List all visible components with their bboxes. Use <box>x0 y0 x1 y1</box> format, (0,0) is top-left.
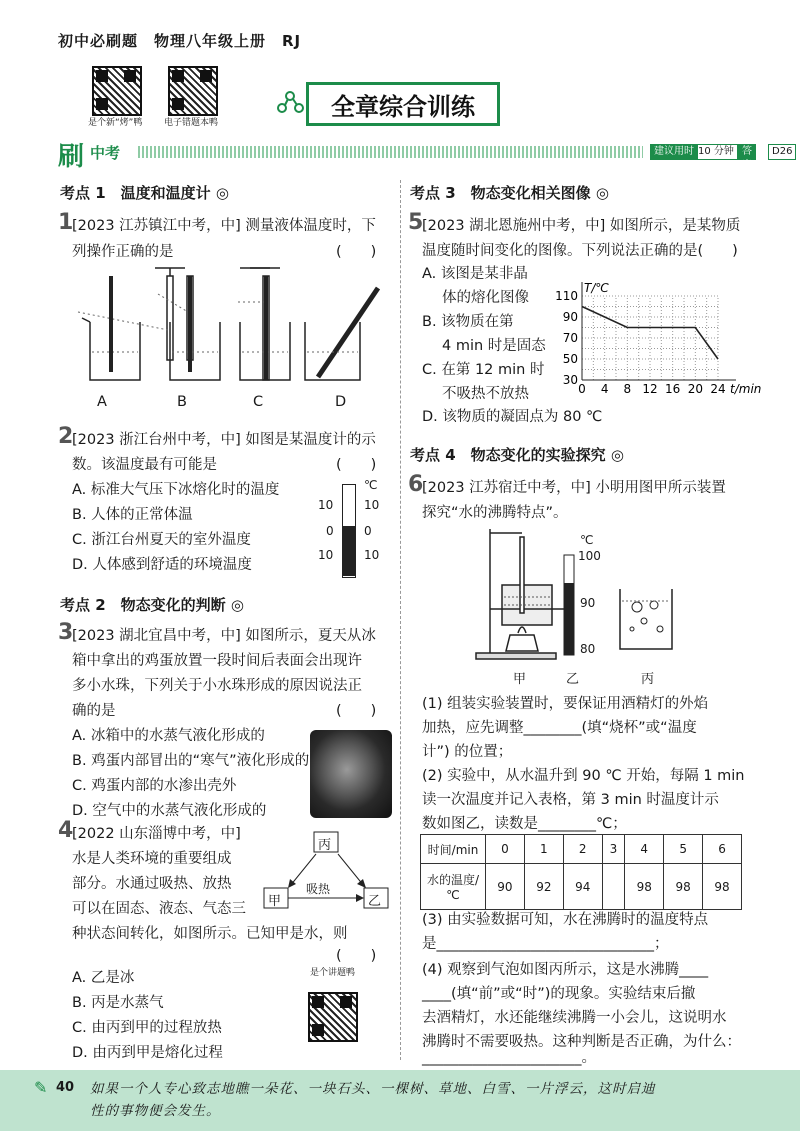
q6-part2: 读一次温度并记入表格，第 3 min 时温度计示 <box>422 792 719 808</box>
q1-option-label: D <box>335 394 347 410</box>
table-cell: 90 <box>486 864 525 910</box>
q6-part3[interactable]: 是______________________________； <box>422 936 669 952</box>
q5-stem: 温度随时间变化的图像。下列说法正确的是( ) <box>422 243 738 259</box>
q3-stem: 箱中拿出的鸡蛋放置一段时间后表面会出现许 <box>72 653 362 669</box>
table-header: 水的温度/℃ <box>421 864 486 910</box>
q4-stem: 种状态间转化，如图所示。已知甲是水，则 <box>72 926 348 942</box>
qr-code[interactable] <box>92 66 142 116</box>
q4-option: C. 由丙到甲的过程放热 <box>72 1020 222 1036</box>
q1-stem: [2023 江苏镇江中考，中] 测量液体温度时，下 <box>72 218 376 234</box>
q6-number: 6 <box>408 472 424 497</box>
x-tick-label: 20 <box>687 382 703 396</box>
q4-stem: [2022 山东淄博中考，中] <box>72 826 241 842</box>
q2-option: C. 浙江台州夏天的室外温度 <box>72 532 251 548</box>
table-cell: 2 <box>563 835 602 864</box>
kaodian-3-heading: 考点 3 物态变化相关图像 ◎ <box>410 184 609 202</box>
pen-icon: ✎ <box>34 1078 48 1097</box>
q3-option: D. 空气中的水蒸气液化形成的 <box>72 803 267 819</box>
egg-photo <box>310 730 392 818</box>
q5-option: D. 该物质的凝固点为 80 ℃ <box>422 409 603 425</box>
q2-option: A. 标准大气压下冰熔化时的温度 <box>72 482 280 498</box>
qr-code[interactable] <box>168 66 218 116</box>
y-tick-label: 110 <box>555 289 578 303</box>
y-axis-label: T/℃ <box>584 281 609 295</box>
target-icon: ◎ <box>230 596 244 614</box>
table-cell: 98 <box>625 864 664 910</box>
diagram-jia: 甲 <box>268 894 282 909</box>
q3-option: C. 鸡蛋内部的水渗出壳外 <box>72 778 237 794</box>
answer-label: 答案 <box>738 144 756 160</box>
answer-paren: ( ) <box>336 948 377 964</box>
target-icon: ◎ <box>595 184 609 202</box>
table-row <box>421 864 742 910</box>
diagram-arrow-label: 吸热 <box>306 882 331 896</box>
q4-option: A. 乙是冰 <box>72 970 135 986</box>
table-cell: 6 <box>703 835 742 864</box>
q1-thermometer-figure <box>60 262 380 386</box>
q6-part4[interactable]: (4) 观察到气泡如图丙所示，这是水沸腾____ <box>422 962 709 978</box>
fig-label-jia: 甲 <box>513 672 527 687</box>
q5-temperature-chart <box>546 268 762 396</box>
x-tick-label: 8 <box>623 382 632 396</box>
q2-option: D. 人体感到舒适的环境温度 <box>72 557 252 573</box>
x-axis-label: t/min <box>730 382 762 396</box>
chapter-title: 全章综合训练 <box>306 82 500 126</box>
time-value: 10 分钟 <box>694 144 738 160</box>
table-cell[interactable] <box>602 864 625 910</box>
x-tick-label: 4 <box>600 382 609 396</box>
kaodian-1-heading: 考点 1 温度和温度计 ◎ <box>60 184 229 202</box>
banner-shua: 刷 <box>58 142 85 172</box>
x-tick-label: 12 <box>642 382 658 396</box>
q6-data-table <box>420 834 742 910</box>
table-cell: 0 <box>486 835 525 864</box>
table-cell: 98 <box>664 864 703 910</box>
qr-caption: 是个新“烤”鸭 <box>88 118 143 128</box>
q4-stem: 部分。水通过吸热、放热 <box>72 876 232 892</box>
q6-part2[interactable]: 数如图乙，读数是________℃； <box>422 816 627 832</box>
diagram-yi: 乙 <box>368 894 382 909</box>
q4-stem: 可以在固态、液态、气态三 <box>72 901 246 917</box>
q2-option: B. 人体的正常体温 <box>72 507 193 523</box>
diagram-bing: 丙 <box>318 838 332 853</box>
q6-part1[interactable]: 加热，应先调整________(填“烧杯”或“温度 <box>422 720 697 736</box>
molecule-icon <box>276 86 304 116</box>
q1-stem: 列操作正确的是 <box>72 244 174 260</box>
kaodian-2-heading: 考点 2 物态变化的判断 ◎ <box>60 596 244 614</box>
q1-number: 1 <box>58 210 74 235</box>
x-tick-label: 0 <box>578 382 586 396</box>
q5-option: 不吸热不放热 <box>442 386 529 402</box>
q3-number: 3 <box>58 620 74 645</box>
page-number: 40 <box>56 1080 75 1095</box>
y-tick-label: 30 <box>562 373 578 387</box>
x-tick-label: 24 <box>710 382 726 396</box>
q6-part2: (2) 实验中，从水温升到 90 ℃ 开始，每隔 1 min <box>422 768 745 784</box>
answer-code: D26 <box>768 144 796 160</box>
target-icon: ◎ <box>215 184 229 202</box>
q6-part4: 去酒精灯，水还能继续沸腾一小会儿，这说明水 <box>422 1010 727 1026</box>
qr-caption: 是个讲题鸭 <box>310 968 356 978</box>
column-divider <box>400 180 402 1060</box>
q5-option: C. 在第 12 min 时 <box>422 362 545 378</box>
q2-thermometer: ℃ 10 10 0 0 10 10 <box>318 474 388 578</box>
x-tick-label: 16 <box>665 382 681 396</box>
q5-option: B. 该物质在第 <box>422 314 514 330</box>
answer-paren: ( ) <box>336 703 377 719</box>
q1-option-label: A <box>97 394 107 410</box>
q5-number: 5 <box>408 210 424 235</box>
q6-part4[interactable]: ______________________。 <box>422 1050 596 1066</box>
time-label: 建议用时 <box>650 144 698 160</box>
table-cell: 1 <box>524 835 563 864</box>
q6-part1: 计”) 的位置； <box>422 744 513 760</box>
table-row <box>421 835 742 864</box>
thermo-tick: 80 <box>580 642 596 656</box>
data-line <box>582 307 718 360</box>
qr-code[interactable] <box>308 992 358 1042</box>
y-tick-label: 70 <box>562 331 578 345</box>
answer-paren: ( ) <box>336 457 377 473</box>
qr-caption: 电子错题本鸭 <box>164 118 219 128</box>
q3-option: B. 鸡蛋内部冒出的“寒气”液化形成的 <box>72 753 310 769</box>
page-footer <box>0 1070 800 1131</box>
section-banner <box>58 136 793 172</box>
q1-option-label: C <box>253 394 264 410</box>
q5-option: A. 该图是某非晶 <box>422 266 528 282</box>
table-cell: 92 <box>524 864 563 910</box>
table-cell: 4 <box>625 835 664 864</box>
book-series: 初中必刷题 物理八年级上册 RJ <box>58 32 302 50</box>
table-header: 时间/min <box>421 835 486 864</box>
table-cell: 5 <box>664 835 703 864</box>
q3-stem: [2023 湖北宜昌中考，中] 如图所示，夏天从冰 <box>72 628 376 644</box>
thermo-tick: 90 <box>580 596 596 610</box>
q6-part4: 沸腾时不需要吸热。这种判断是否正确，为什么： <box>422 1034 741 1050</box>
q6-part4: ____(填“前”或“时”)的现象。实验结束后撤 <box>422 986 696 1002</box>
fig-label-yi: 乙 <box>566 672 580 687</box>
table-cell: 3 <box>602 835 625 864</box>
q6-stem: 探究“水的沸腾特点”。 <box>422 505 568 521</box>
q2-stem: [2023 浙江台州中考，中] 如图是某温度计的示 <box>72 432 376 448</box>
answer-paren: ( ) <box>336 244 377 260</box>
q5-stem: [2023 湖北恩施州中考，中] 如图所示，是某物质 <box>422 218 741 234</box>
kaodian-4-heading: 考点 4 物态变化的实验探究 ◎ <box>410 446 624 464</box>
q5-option: 4 min 时是固态 <box>442 338 546 354</box>
footer-quote: 如果一个人专心致志地瞧一朵花、一块石头、一棵树、草地、白雪、一片浮云，这时启迪 性的事物便会发生。 <box>90 1081 656 1119</box>
table-cell: 94 <box>563 864 602 910</box>
banner-zhongkao: 中考 <box>90 144 121 162</box>
q4-stem: 水是人类环境的重要组成 <box>72 851 232 867</box>
q6-part1: (1) 组装实验装置时，要保证用酒精灯的外焰 <box>422 696 709 712</box>
q1-option-label: B <box>177 394 187 410</box>
q4-option: B. 丙是水蒸气 <box>72 995 164 1011</box>
thermo-tick: 100 <box>578 549 601 563</box>
q2-number: 2 <box>58 424 74 449</box>
q5-option: 体的熔化图像 <box>442 290 529 306</box>
q4-number: 4 <box>58 818 74 843</box>
y-tick-label: 50 <box>562 352 578 366</box>
fig-label-bing: 丙 <box>641 672 655 687</box>
q2-stem: 数。该温度最有可能是 <box>72 457 217 473</box>
target-icon: ◎ <box>610 446 624 464</box>
q3-option: A. 冰箱中的水蒸气液化形成的 <box>72 728 265 744</box>
q3-stem: 确的是 <box>72 703 116 719</box>
banner-stripe <box>138 146 643 158</box>
y-tick-label: 90 <box>562 310 578 324</box>
table-cell: 98 <box>703 864 742 910</box>
q4-option: D. 由丙到甲是熔化过程 <box>72 1045 223 1061</box>
q6-part3: (3) 由实验数据可知，水在沸腾时的温度特点 <box>422 912 709 928</box>
thermo-unit: ℃ <box>580 533 594 547</box>
q6-stem: [2023 江苏宿迁中考，中] 小明用图甲所示装置 <box>422 480 726 496</box>
q3-stem: 多小水珠，下列关于小水珠形成的原因说法正 <box>72 678 362 694</box>
